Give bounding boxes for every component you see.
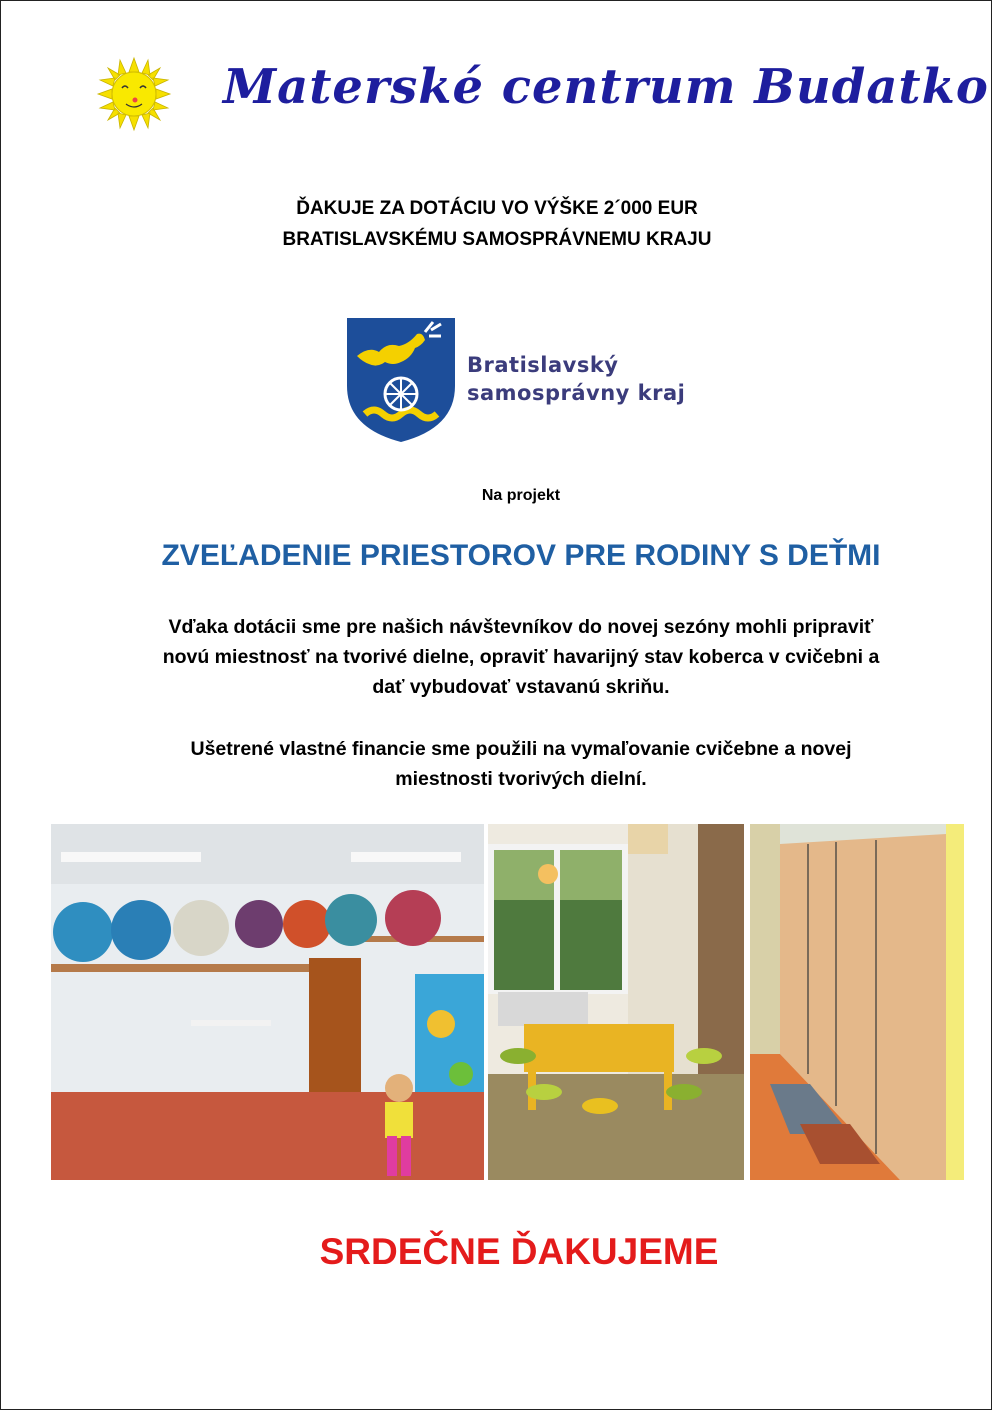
paragraph-2-line-1: Ušetrené vlastné financie sme použili na vymaľovanie cvičebne a novej (190, 738, 852, 760)
paragraph-1-line-1: Vďaka dotácii sme pre našich návštevníkov do novej sezóny mohli pripraviť (168, 616, 874, 638)
paragraph-2-line-2: miestnosti tvorivých dielní. (395, 768, 647, 790)
page-title: Materské centrum Budatko (223, 59, 989, 115)
bsk-logo-line-2: samosprávny kraj (467, 381, 686, 405)
bsk-logo-line-1: Bratislavský (467, 353, 619, 377)
project-intro: Na projekt (481, 487, 561, 504)
bsk-crest-icon (345, 316, 457, 444)
thanks-line-2: BRATISLAVSKÉMU SAMOSPRÁVNEMU KRAJU (282, 229, 712, 250)
paragraph-2 (61, 734, 981, 794)
built-in-wardrobe-photo (750, 824, 964, 1180)
sun-icon (96, 56, 172, 132)
workshop-room-photo (488, 824, 744, 1180)
closing-text: SRDEČNE ĎAKUJEME (319, 1231, 719, 1272)
paragraph-1-line-2: novú miestnosť na tvorivé dielne, opraviť havarijný stav koberca v cvičebni a (162, 646, 880, 668)
paragraph-1-line-3: dať vybudovať vstavanú skriňu. (372, 676, 670, 698)
thanks-line-1: ĎAKUJE ZA DOTÁCIU VO VÝŠKE 2´000 EUR (296, 198, 698, 219)
paragraph-1 (61, 612, 981, 702)
bsk-logo-text (467, 351, 685, 407)
project-name: ZVEĽADENIE PRIESTOROV PRE RODINY S DEŤMI (161, 539, 881, 572)
exercise-room-photo (51, 824, 484, 1180)
